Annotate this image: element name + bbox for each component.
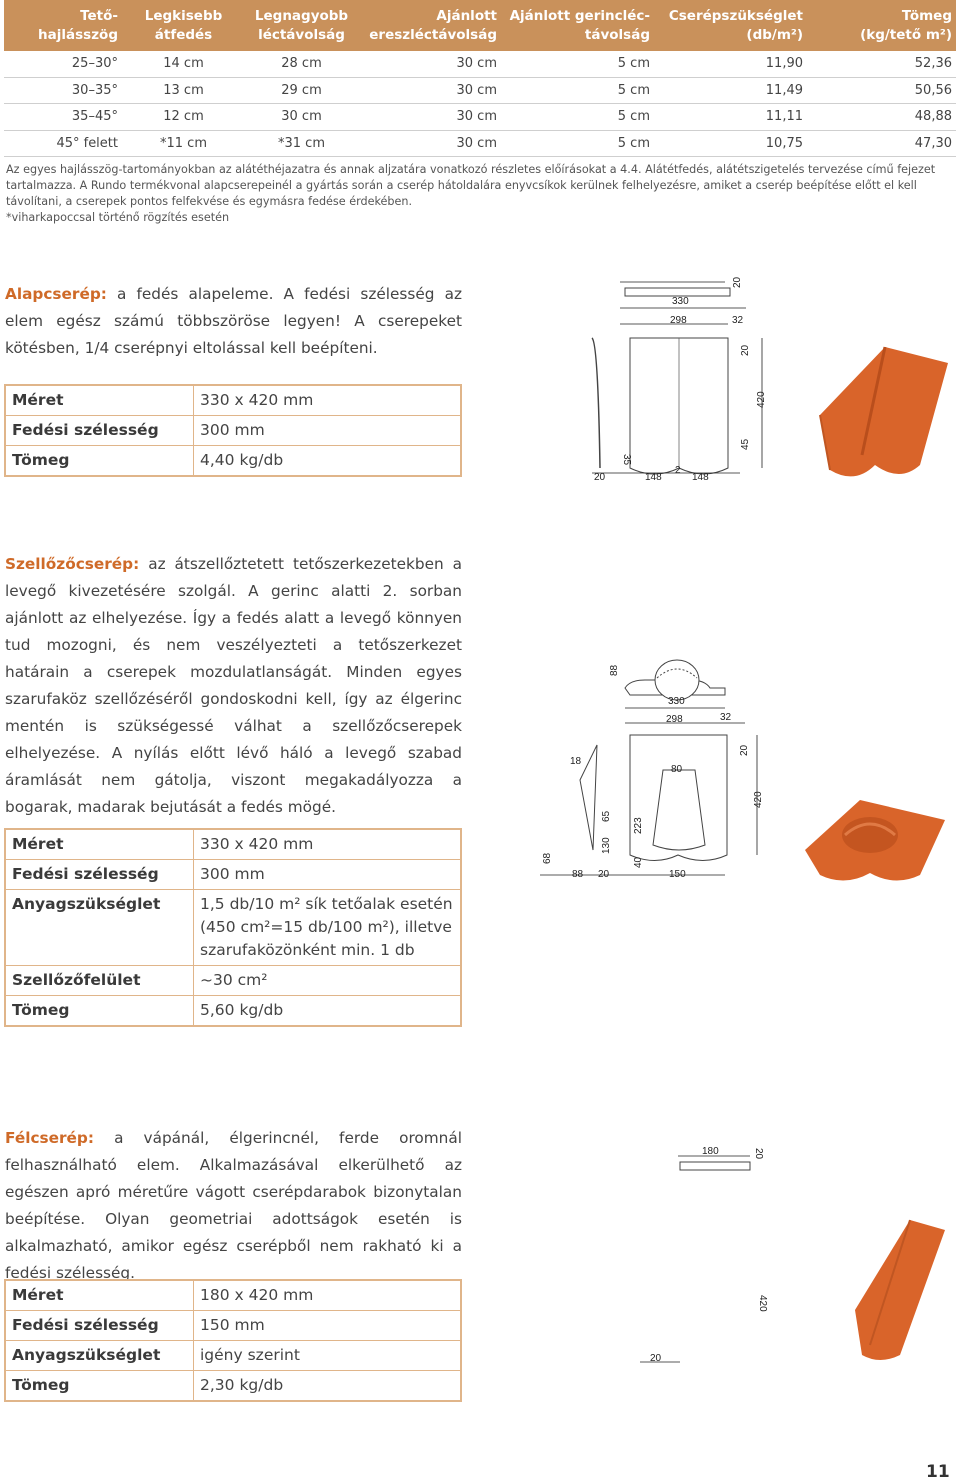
- dim-label: 420: [756, 391, 767, 408]
- table-cell: 10,75: [654, 130, 807, 157]
- table-cell: *31 cm: [245, 130, 358, 157]
- note-text: Az egyes hajlásszög-tartományokban az alátéthéjazatra és annak aljzatára vonatkozó részletes előírásokat a 4.4. Alátétfedés, alátétszigetelés tervezése című fejezet tartalmazza. A Rundo termékvonal alapcserepeinél a gyártás során a cserép hátoldalára enyvcsíkok kerülnek felhelyezésre, amiket a cserép beépítése előtt el kell távolítani, a cserepek pontos felfekvése és egymásra fedése érdekében.: [6, 163, 936, 208]
- table-row: [4, 104, 956, 131]
- section-title: Szellőzőcserép:: [5, 555, 140, 573]
- spec-value: 300 mm: [194, 860, 462, 890]
- table-cell: 11,49: [654, 77, 807, 104]
- dim-label: 148: [645, 472, 662, 483]
- spec-key: Tömeg: [5, 446, 194, 477]
- table-cell: 5 cm: [501, 51, 654, 77]
- section-vent-tile-text: [5, 551, 462, 821]
- table-note: [6, 162, 956, 226]
- table-cell: 30 cm: [358, 77, 501, 104]
- section-half-tile-text: [5, 1125, 462, 1287]
- spec-row: [5, 966, 461, 996]
- dim-label: 32: [720, 712, 732, 723]
- footnote-text: *viharkapoccsal történő rögzítés esetén: [6, 211, 230, 224]
- spec-row: [5, 890, 461, 966]
- table-cell: *11 cm: [122, 130, 245, 157]
- spec-row: [5, 996, 461, 1027]
- dim-label: 330: [672, 296, 689, 307]
- base-tile-photo: [800, 345, 950, 485]
- dim-label: 330: [668, 696, 685, 707]
- section-title: Félcserép:: [5, 1129, 94, 1147]
- vent-tile-drawing: [535, 650, 775, 890]
- table-cell: 30 cm: [358, 130, 501, 157]
- spec-key: Fedési szélesség: [5, 416, 194, 446]
- spec-key: Méret: [5, 1280, 194, 1311]
- header-pitch: Tető- hajlásszög: [4, 0, 122, 51]
- half-tile-photo: [840, 1215, 950, 1365]
- dim-label: 2: [675, 465, 681, 476]
- table-cell: 5 cm: [501, 130, 654, 157]
- spec-table-vent: [4, 828, 462, 1027]
- table-cell: 30 cm: [245, 104, 358, 131]
- spec-value: 300 mm: [194, 416, 462, 446]
- dim-label: 80: [671, 764, 683, 775]
- dim-label: 88: [609, 664, 620, 676]
- table-cell: 12 cm: [122, 104, 245, 131]
- dim-label: 65: [601, 810, 612, 822]
- dim-label: 20: [753, 1148, 764, 1160]
- table-cell: 14 cm: [122, 51, 245, 77]
- roof-pitch-table: [4, 0, 956, 157]
- table-cell: 30–35°: [4, 77, 122, 104]
- spec-value: igény szerint: [194, 1341, 462, 1371]
- table-cell: 30 cm: [358, 104, 501, 131]
- header-weight: Tömeg (kg/tető m²): [807, 0, 956, 51]
- spec-key: Anyagszükséglet: [5, 890, 194, 966]
- table-row: [4, 51, 956, 77]
- dim-label: 20: [594, 472, 606, 483]
- spec-key: Tömeg: [5, 996, 194, 1027]
- header-need: Cserépszükséglet (db/m²): [654, 0, 807, 51]
- dim-label: 180: [702, 1146, 719, 1157]
- table-cell: 5 cm: [501, 77, 654, 104]
- dim-label: 148: [692, 472, 709, 483]
- table-cell: 29 cm: [245, 77, 358, 104]
- dim-label: 150: [669, 869, 686, 880]
- spec-value: 2,30 kg/db: [194, 1371, 462, 1402]
- dim-label: 45: [740, 438, 751, 450]
- spec-row: [5, 446, 461, 477]
- header-batten: Legnagyobb léctávolság: [245, 0, 358, 51]
- dim-label: 20: [739, 744, 750, 756]
- table-cell: 25–30°: [4, 51, 122, 77]
- dim-label: 223: [633, 817, 644, 834]
- dim-label: 20: [650, 1353, 662, 1364]
- spec-key: Méret: [5, 829, 194, 860]
- spec-row: [5, 1371, 461, 1402]
- table-cell: 35–45°: [4, 104, 122, 131]
- table-cell: 5 cm: [501, 104, 654, 131]
- dim-label: 298: [666, 714, 683, 725]
- spec-table-half: [4, 1279, 462, 1402]
- spec-key: Fedési szélesség: [5, 860, 194, 890]
- section-description: a fedés alapeleme. A fedési szélesség az elem egész számú többszöröse legyen! A cserepeket kötésben, 1/4 cserépnyi eltolással kell beépíteni.: [5, 285, 462, 357]
- spec-value: 330 x 420 mm: [194, 829, 462, 860]
- table-cell: 48,88: [807, 104, 956, 131]
- dim-label: 68: [542, 852, 553, 864]
- spec-value: 150 mm: [194, 1311, 462, 1341]
- spec-value: 5,60 kg/db: [194, 996, 462, 1027]
- spec-value: 180 x 420 mm: [194, 1280, 462, 1311]
- header-overlap: Legkisebb átfedés: [122, 0, 245, 51]
- spec-table-base: [4, 384, 462, 477]
- spec-key: Tömeg: [5, 1371, 194, 1402]
- spec-row: [5, 860, 461, 890]
- table-cell: 47,30: [807, 130, 956, 157]
- spec-key: Méret: [5, 385, 194, 416]
- dim-label: 20: [598, 869, 610, 880]
- spec-row: [5, 1280, 461, 1311]
- table-cell: 52,36: [807, 51, 956, 77]
- spec-key: Anyagszükséglet: [5, 1341, 194, 1371]
- spec-row: [5, 829, 461, 860]
- dim-label: 20: [740, 344, 751, 356]
- table-cell: 28 cm: [245, 51, 358, 77]
- dim-label: 130: [601, 837, 612, 854]
- dim-label: 32: [732, 315, 744, 326]
- dim-label: 35: [621, 454, 632, 466]
- table-cell: 50,56: [807, 77, 956, 104]
- dim-label: 420: [757, 1295, 768, 1312]
- spec-row: [5, 416, 461, 446]
- dim-label: 420: [753, 791, 764, 808]
- dim-label: 298: [670, 315, 687, 326]
- table-cell: 45° felett: [4, 130, 122, 157]
- table-cell: 13 cm: [122, 77, 245, 104]
- table-cell: 11,90: [654, 51, 807, 77]
- dim-label: 20: [732, 276, 743, 288]
- table-cell: 30 cm: [358, 51, 501, 77]
- table-header-row: [4, 0, 956, 51]
- page-number: 11: [926, 1462, 950, 1482]
- header-ridge: Ajánlott gerincléc- távolság: [501, 0, 654, 51]
- spec-key: Szellőzőfelület: [5, 966, 194, 996]
- section-description: a vápánál, élgerincnél, ferde oromnál felhasználható elem. Alkalmazásával elkerülhető az egészen apró méretűre vágott cserépdarabok bizonytalan beépítése. Olyan geometriai adottságok esetén is alkalmazható, amikor egész cserépből nem rakható ki a fedési szélesség.: [5, 1129, 462, 1282]
- spec-key: Fedési szélesség: [5, 1311, 194, 1341]
- spec-value: 330 x 420 mm: [194, 385, 462, 416]
- vent-tile-photo: [800, 795, 950, 885]
- table-row: [4, 77, 956, 104]
- section-base-tile-text: [5, 281, 462, 362]
- spec-value: ~30 cm²: [194, 966, 462, 996]
- spec-row: [5, 385, 461, 416]
- spec-value: 4,40 kg/db: [194, 446, 462, 477]
- table-row: [4, 130, 956, 157]
- header-eaves: Ajánlott ereszléctávolság: [358, 0, 501, 51]
- spec-value: 1,5 db/10 m² sík tetőalak esetén (450 cm²=15 db/100 m²), illetve szarufaközönként min. 1 db: [194, 890, 462, 966]
- dim-label: 40: [633, 856, 644, 868]
- half-tile-drawing: [640, 1140, 780, 1370]
- table-cell: 11,11: [654, 104, 807, 131]
- spec-row: [5, 1341, 461, 1371]
- base-tile-drawing: [580, 268, 780, 488]
- dim-label: 18: [570, 756, 582, 767]
- section-description: az átszellőztetett tetőszerkezetekben a levegő kivezetésére szolgál. A gerinc alatti 2. sorban ajánlott az elhelyezése. Így a fedés alatt a levegő könnyen tud mozogni, és nem veszélyezteti a tetőszerkezet határain a cserepek mozdulatlanságát. Minden egyes szarufaköz szellőzéséről gondoskodni kell, így az élgerinc mentén is szükségessé válhat a szellőzőcserepek elhelyezése. A nyílás előtt lévő háló a levegő szabad áramlását nem gátolja, viszont megakadályozza a bogarak, madarak bejutását a fedés mögé.: [5, 555, 462, 816]
- dim-label: 88: [572, 869, 584, 880]
- section-title: Alapcserép:: [5, 285, 107, 303]
- spec-row: [5, 1311, 461, 1341]
